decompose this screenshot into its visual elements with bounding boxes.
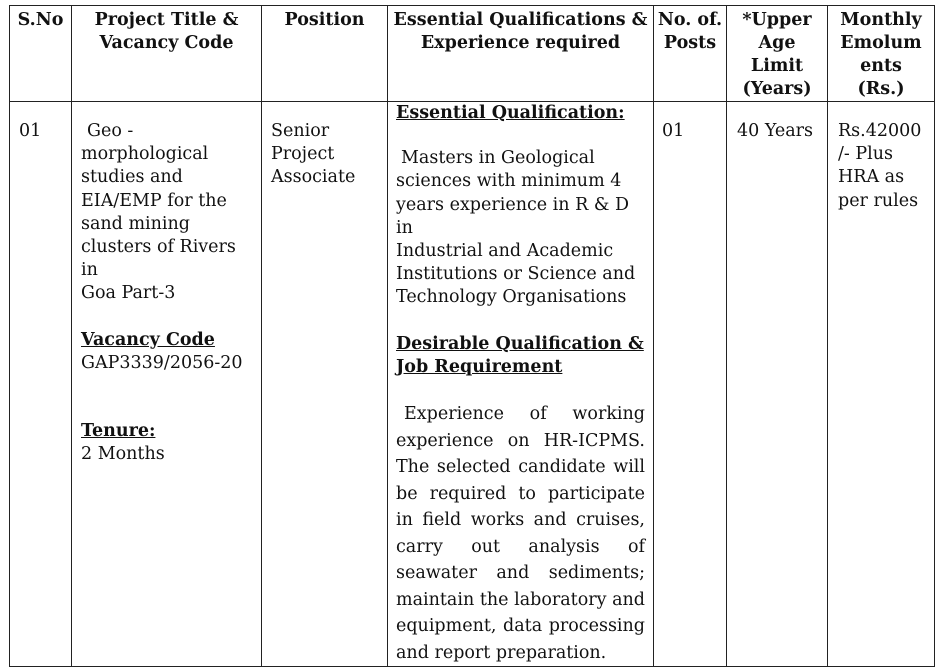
header-posts: No. of. Posts (654, 6, 727, 102)
cell-qualifications: Essential Qualification: Masters in Geological sciences with minimum 4 years experience in R & D in Industrial and Academic Institutions or Science and Technology Organisations Desirable Qualification & Job Requirement Experience of working experience on HR-ICPMS. The selected candidate will be required to participate in field works and cruises, carry out analysis of seawater and sediments; maintain the laboratory and equipment, data processing and report preparation. (388, 102, 654, 667)
header-age-limit: *Upper Age Limit (Years) (727, 6, 828, 102)
tenure-label: Tenure: (81, 421, 156, 442)
header-emoluments: Monthly Emolum ents (Rs.) (828, 6, 935, 102)
header-row (10, 6, 935, 102)
cell-project-title: Geo - morphological studies and EIA/EMP for the sand mining clusters of Rivers in Goa Part-3 Vacancy Code GAP3339/2056-20 Tenure: 2 Months (72, 102, 262, 667)
cell-sno: 01 (10, 102, 72, 667)
tenure-value: 2 Months (81, 444, 165, 465)
cell-emoluments: Rs.42000 /- Plus HRA as per rules (828, 102, 935, 667)
vacancy-code-label: Vacancy Code (81, 329, 215, 350)
vacancy-code: GAP3339/2056-20 (81, 352, 243, 373)
header-position: Position (262, 6, 388, 102)
essential-qualification-label: Essential Qualification: (396, 103, 625, 123)
table-row (10, 102, 935, 667)
header-project-title: Project Title & Vacancy Code (72, 6, 262, 102)
header-qualifications: Essential Qualifications & Experience required (388, 6, 654, 102)
job-requirement-text: Experience of working experience on HR-ICPMS. The selected candidate will be required to participate in field works and cruises, carry out analysis of seawater and sediments; maintain the laboratory and equipment, data processing and report preparation. (396, 404, 645, 663)
cell-posts: 01 (654, 102, 727, 667)
vacancy-table (9, 5, 935, 667)
header-sno: S.No (10, 6, 72, 102)
cell-age-limit: 40 Years (727, 102, 828, 667)
desirable-qualification-label: Desirable Qualification & (396, 333, 644, 354)
cell-position: Senior Project Associate (262, 102, 388, 667)
